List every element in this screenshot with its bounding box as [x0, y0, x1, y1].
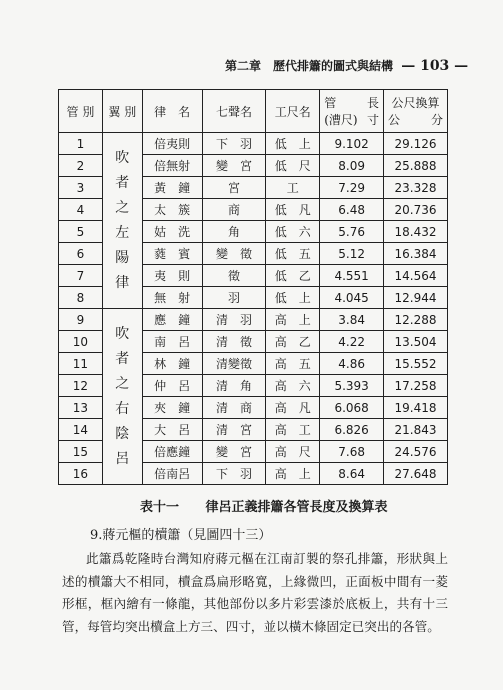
- cell-metric: 19.418: [384, 397, 448, 419]
- cell-gongche: 低 凡: [266, 199, 320, 221]
- wing-char: 者: [115, 174, 130, 191]
- cell-index: 12: [59, 375, 103, 397]
- cell-index: 8: [59, 287, 103, 309]
- cell-length: 6.826: [320, 419, 384, 441]
- cell-length: 7.29: [320, 177, 384, 199]
- cell-index: 13: [59, 397, 103, 419]
- length-bottom-left: (漕尺): [324, 113, 358, 127]
- chapter-title: 第二章 歷代排簫的圖式與結構: [225, 59, 394, 73]
- cell-seven-tone: 下 羽: [202, 133, 266, 155]
- cell-seven-tone: 清變徵: [202, 353, 266, 375]
- cell-length: 5.393: [320, 375, 384, 397]
- cell-seven-tone: 宮: [202, 177, 266, 199]
- cell-length: 8.09: [320, 155, 384, 177]
- cell-metric: 12.944: [384, 287, 448, 309]
- cell-gongche: 低 乙: [266, 265, 320, 287]
- col-header-length: [320, 90, 384, 133]
- table-row: [59, 133, 448, 155]
- length-top-left: 管: [324, 96, 337, 110]
- cell-seven-tone: 清 徵: [202, 331, 266, 353]
- cell-gongche: 低 六: [266, 221, 320, 243]
- cell-seven-tone: 角: [202, 221, 266, 243]
- cell-length: 7.68: [320, 441, 384, 463]
- cell-gongche: 高 六: [266, 375, 320, 397]
- wing-char: 之: [115, 375, 130, 392]
- cell-index: 5: [59, 221, 103, 243]
- cell-metric: 15.552: [384, 353, 448, 375]
- cell-index: 9: [59, 309, 103, 331]
- page-number: — 103 —: [401, 58, 469, 74]
- cell-lu-name: 倍無射: [142, 155, 202, 177]
- cell-lu-name: 太 簇: [142, 199, 202, 221]
- cell-metric: 21.843: [384, 419, 448, 441]
- cell-gongche: 低 五: [266, 243, 320, 265]
- length-bottom-right: 寸: [367, 113, 380, 127]
- metric-bottom-left: 公: [388, 113, 401, 127]
- col-header-index: 管 別: [59, 90, 103, 133]
- wing-char: 者: [115, 350, 130, 367]
- wing-char: 吹: [115, 149, 130, 166]
- wing-char: 律: [115, 274, 130, 291]
- cell-gongche: 高 工: [266, 419, 320, 441]
- col-header-lu-name: 律 名: [142, 90, 202, 133]
- cell-lu-name: 倍應鐘: [142, 441, 202, 463]
- cell-lu-name: 姑 洗: [142, 221, 202, 243]
- cell-gongche: 低 上: [266, 133, 320, 155]
- cell-gongche: 高 上: [266, 309, 320, 331]
- table-row: [59, 309, 448, 331]
- caption-title: 律呂正義排簫各管長度及換算表: [205, 500, 388, 515]
- wing-char: 右: [115, 400, 130, 417]
- cell-metric: 14.564: [384, 265, 448, 287]
- running-header: [225, 57, 469, 77]
- cell-lu-name: 夷 則: [142, 265, 202, 287]
- wing-char: 陰: [115, 425, 130, 442]
- cell-gongche: 低 上: [266, 287, 320, 309]
- col-header-gongche: 工尺名: [266, 90, 320, 133]
- wing-right-cell: [102, 309, 142, 485]
- wing-left-cell: [102, 133, 142, 309]
- cell-gongche: 高 尺: [266, 441, 320, 463]
- cell-seven-tone: 清 宮: [202, 419, 266, 441]
- cell-lu-name: 黃 鐘: [142, 177, 202, 199]
- cell-lu-name: 林 鐘: [142, 353, 202, 375]
- cell-seven-tone: 清 角: [202, 375, 266, 397]
- cell-lu-name: 南 呂: [142, 331, 202, 353]
- cell-seven-tone: 徵: [202, 265, 266, 287]
- cell-metric: 18.432: [384, 221, 448, 243]
- cell-length: 9.102: [320, 133, 384, 155]
- cell-lu-name: 夾 鐘: [142, 397, 202, 419]
- cell-index: 3: [59, 177, 103, 199]
- cell-seven-tone: 商: [202, 199, 266, 221]
- cell-metric: 29.126: [384, 133, 448, 155]
- cell-index: 2: [59, 155, 103, 177]
- caption-label: 表十一: [140, 500, 180, 515]
- cell-metric: 24.576: [384, 441, 448, 463]
- wing-char: 吹: [115, 325, 130, 342]
- cell-index: 7: [59, 265, 103, 287]
- cell-gongche: 工: [266, 177, 320, 199]
- cell-length: 4.22: [320, 331, 384, 353]
- cell-length: 4.045: [320, 287, 384, 309]
- metric-bottom-right: 分: [430, 113, 443, 127]
- wing-char: 陽: [115, 249, 130, 266]
- cell-metric: 13.504: [384, 331, 448, 353]
- cell-length: 6.48: [320, 199, 384, 221]
- cell-length: 5.76: [320, 221, 384, 243]
- wing-char: 呂: [115, 450, 130, 467]
- cell-seven-tone: 清 商: [202, 397, 266, 419]
- cell-metric: 25.888: [384, 155, 448, 177]
- cell-seven-tone: 清 羽: [202, 309, 266, 331]
- cell-gongche: 高 五: [266, 353, 320, 375]
- col-header-wing: 翼 別: [102, 90, 142, 133]
- cell-seven-tone: 羽: [202, 287, 266, 309]
- cell-gongche: 低 尺: [266, 155, 320, 177]
- cell-metric: 27.648: [384, 463, 448, 485]
- cell-gongche: 高 乙: [266, 331, 320, 353]
- cell-index: 16: [59, 463, 103, 485]
- metric-top: 公尺換算: [391, 96, 440, 110]
- cell-index: 11: [59, 353, 103, 375]
- cell-index: 15: [59, 441, 103, 463]
- cell-metric: 16.384: [384, 243, 448, 265]
- cell-length: 8.64: [320, 463, 384, 485]
- table-body: [59, 133, 448, 485]
- cell-seven-tone: 變 宮: [202, 155, 266, 177]
- cell-lu-name: 無 射: [142, 287, 202, 309]
- cell-lu-name: 倍夷則: [142, 133, 202, 155]
- table-header-row: [59, 90, 448, 133]
- cell-seven-tone: 下 羽: [202, 463, 266, 485]
- body-paragraph: 此簫爲乾隆時台灣知府蔣元樞在江南訂製的祭孔排簫，形狀與上述的櫝簫大不相同，櫝盒爲扁形略寬，上緣微凹，正面板中間有一菱形框，框內繪有一條龍，其他部份以多片彩雲漆於底板上，共有十三管，每管均突出櫝盒上方三、四寸，並以橫木條固定已突出的各管。: [62, 551, 448, 634]
- cell-lu-name: 蕤 賓: [142, 243, 202, 265]
- cell-lu-name: 倍南呂: [142, 463, 202, 485]
- cell-index: 6: [59, 243, 103, 265]
- cell-index: 10: [59, 331, 103, 353]
- col-header-seven-tone: 七聲名: [202, 90, 266, 133]
- length-top-right: 長: [367, 96, 380, 110]
- cell-seven-tone: 變 宮: [202, 441, 266, 463]
- col-header-metric: [384, 90, 448, 133]
- cell-metric: 17.258: [384, 375, 448, 397]
- cell-lu-name: 仲 呂: [142, 375, 202, 397]
- cell-index: 4: [59, 199, 103, 221]
- cell-index: 1: [59, 133, 103, 155]
- cell-metric: 12.288: [384, 309, 448, 331]
- cell-length: 4.551: [320, 265, 384, 287]
- cell-seven-tone: 變 徵: [202, 243, 266, 265]
- cell-length: 6.068: [320, 397, 384, 419]
- cell-lu-name: 應 鐘: [142, 309, 202, 331]
- cell-metric: 20.736: [384, 199, 448, 221]
- section-heading: 9.蔣元樞的櫝簫（見圖四十三）: [90, 528, 272, 543]
- cell-length: 5.12: [320, 243, 384, 265]
- cell-length: 4.86: [320, 353, 384, 375]
- cell-gongche: 高 上: [266, 463, 320, 485]
- cell-lu-name: 大 呂: [142, 419, 202, 441]
- cell-index: 14: [59, 419, 103, 441]
- cell-length: 3.84: [320, 309, 384, 331]
- table-caption: [140, 496, 440, 515]
- wing-char: 左: [115, 224, 130, 241]
- cell-metric: 23.328: [384, 177, 448, 199]
- wing-char: 之: [115, 199, 130, 216]
- cell-gongche: 高 凡: [266, 397, 320, 419]
- pipe-length-table: [58, 89, 448, 485]
